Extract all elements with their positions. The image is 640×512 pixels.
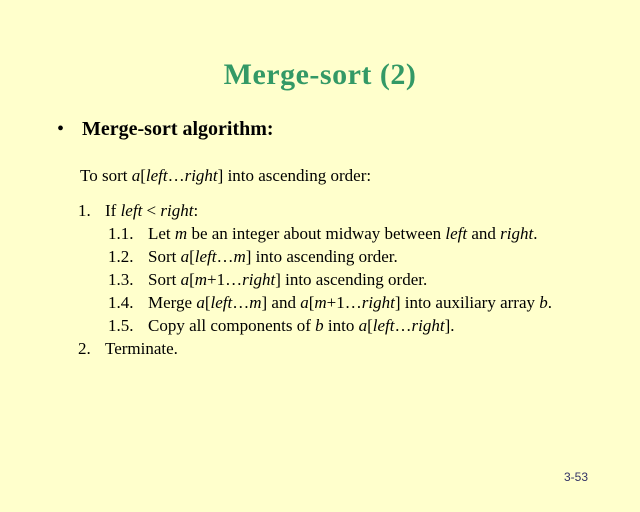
plain-text: . — [533, 224, 538, 243]
step-text — [148, 268, 427, 291]
plain-text: [ — [204, 293, 211, 312]
step-number: 1.2. — [108, 247, 134, 266]
plain-text: ] into ascending order. — [275, 270, 428, 289]
variable-text: a — [180, 270, 190, 289]
plain-text: into — [323, 316, 359, 335]
plain-text: Sort — [148, 270, 181, 289]
bullet-marker: • — [57, 118, 65, 140]
step-item — [108, 222, 552, 245]
plain-text: ] into ascending order. — [245, 247, 398, 266]
step-text — [148, 245, 398, 268]
variable-text: right — [361, 293, 395, 312]
variable-text: m — [314, 293, 327, 312]
variable-text: m — [249, 293, 262, 312]
plain-text: ] into ascending order: — [217, 166, 372, 185]
step-item — [108, 268, 552, 291]
plain-text: [ — [189, 270, 195, 289]
variable-text: right — [500, 224, 534, 243]
variable-text: a — [300, 293, 309, 312]
plain-text: … — [216, 247, 234, 266]
step-text — [105, 337, 178, 360]
plain-text: Let — [148, 224, 175, 243]
intro-line — [80, 166, 371, 186]
plain-text: +1… — [207, 270, 243, 289]
variable-text: a — [196, 293, 205, 312]
plain-text: If — [105, 201, 121, 220]
plain-text: … — [232, 293, 250, 312]
variable-text: m — [233, 247, 246, 266]
plain-text: [ — [140, 166, 146, 185]
plain-text: and — [467, 224, 501, 243]
step-item — [108, 291, 552, 314]
step-text — [148, 222, 537, 245]
step-number: 1. — [78, 201, 91, 220]
plain-text: . — [547, 293, 553, 312]
bullet-text: Merge-sort algorithm: — [82, 118, 274, 140]
plain-text: … — [394, 316, 412, 335]
page-number: 3-53 — [563, 470, 588, 484]
step-number: 1.4. — [108, 293, 134, 312]
step-number: 2. — [78, 339, 91, 358]
plain-text: Copy all components of — [148, 316, 316, 335]
variable-text: left — [194, 247, 217, 266]
plain-text: To sort — [80, 166, 132, 185]
step-item — [78, 199, 552, 222]
step-item — [78, 337, 552, 360]
step-number: 1.3. — [108, 270, 134, 289]
variable-text: right — [411, 316, 445, 335]
variable-text: left — [445, 224, 468, 243]
variable-text: b — [539, 293, 548, 312]
variable-text: left — [210, 293, 233, 312]
variable-text: m — [174, 224, 188, 243]
step-item — [108, 245, 552, 268]
plain-text: Merge — [148, 293, 197, 312]
step-text — [105, 199, 198, 222]
variable-text: b — [315, 316, 324, 335]
variable-text: m — [194, 270, 208, 289]
plain-text: Terminate. — [105, 339, 178, 358]
variable-text: right — [184, 166, 218, 185]
variable-text: a — [180, 247, 190, 266]
plain-text: [ — [308, 293, 315, 312]
step-number: 1.1. — [108, 224, 134, 243]
variable-text: left — [145, 166, 168, 185]
step-number: 1.5. — [108, 316, 134, 335]
plain-text: [ — [189, 247, 195, 266]
plain-text: [ — [367, 316, 373, 335]
algorithm-steps — [78, 199, 552, 360]
variable-text: right — [160, 201, 194, 220]
plain-text: ] and — [261, 293, 301, 312]
plain-text: < — [142, 201, 161, 220]
plain-text: be an integer about midway between — [187, 224, 446, 243]
plain-text: +1… — [326, 293, 362, 312]
step-text — [148, 314, 454, 337]
slide-title: Merge-sort (2) — [223, 58, 417, 91]
step-item — [108, 314, 552, 337]
plain-text: Sort — [148, 247, 181, 266]
variable-text: a — [358, 316, 368, 335]
variable-text: a — [131, 166, 141, 185]
variable-text: left — [372, 316, 395, 335]
step-text — [148, 291, 552, 314]
plain-text: : — [193, 201, 199, 220]
variable-text: right — [242, 270, 276, 289]
plain-text: ]. — [444, 316, 455, 335]
variable-text: left — [120, 201, 143, 220]
plain-text: ] into auxiliary array — [394, 293, 540, 312]
plain-text: … — [167, 166, 185, 185]
bullet-item — [57, 118, 274, 141]
